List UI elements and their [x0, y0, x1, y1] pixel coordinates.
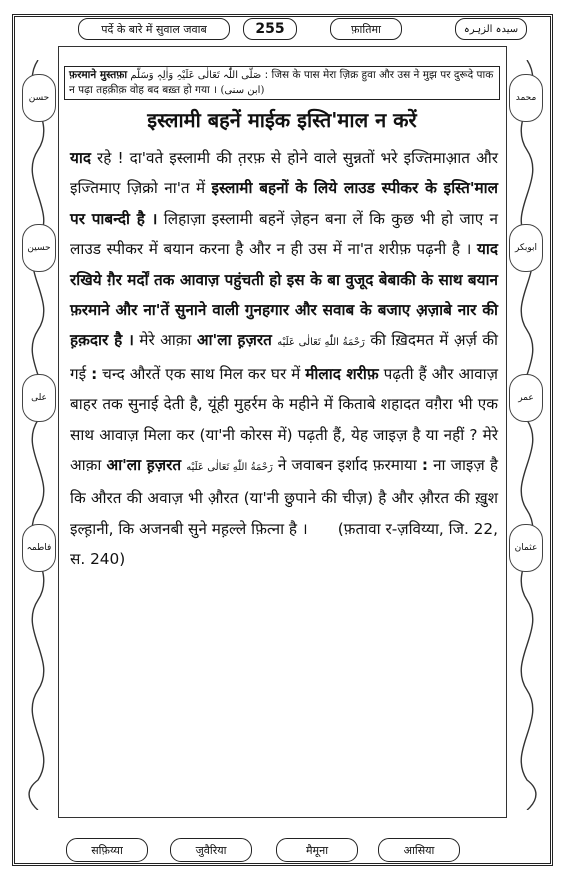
reference: (फ़तावा र-ज़विय्या, जि. 22, स. 240)	[70, 519, 498, 569]
farmaan-label: फ़रमाने मुस्तफ़ा	[69, 69, 128, 81]
body-span: चन्द औरतें एक साथ मिल कर घर में	[97, 364, 306, 383]
farmaan-ref: (ابن سنی)	[220, 85, 265, 96]
left-vine-ornament	[18, 60, 58, 810]
body-span: ने जवाबन इर्शाद फ़रमाया	[272, 456, 422, 475]
ornament-badge: ابوبکر	[509, 224, 543, 272]
ornament-badge: حسن	[22, 74, 56, 122]
page-number: 255	[243, 18, 297, 40]
arabic-rahmat-2: رَحْمَةُ اللّٰهِ تَعَالٰی عَلَیْه	[186, 462, 273, 474]
body-span: पढ़ती हैं और आवाज़ बाहर तक सुनाई देती है, यूंही मुहर्रम के महीने में किताबे शहादत वग़ैरा भी एक साथ आवाज़ मिला कर (या'नी कोरस में) पढ़ती हैं, येह जाइज़ है या नहीं ? मेरे आक़ा	[70, 364, 498, 475]
ornament-badge: محمد	[509, 74, 543, 122]
body-span: लिहाज़ा इस्लामी बहनें ज़ेहन बना लें कि कुछ भी हो जाए न लाउड स्पीकर में बयान करना है और न ही उस में ना'त शरीफ़ पढ़नी है ।	[70, 209, 499, 259]
right-vine-ornament	[507, 60, 547, 810]
footer-label: मैमूना	[276, 838, 358, 862]
footer-label: आसिया	[378, 838, 460, 862]
body-span: याद रखिये ग़ैर मर्दों तक आवाज़ पहुंचती हो इस के बा वुजूद बेबाकी के साथ बयान फ़रमाने और ना'तें सुनाने वाली गुनहगार और सवाब के बजाए अ़ज़ाबे नार की ह़क़दार है ।	[70, 240, 498, 350]
ornament-badge: عثمان	[509, 524, 543, 572]
arabic-rahmat: رَحْمَةُ اللّٰهِ تَعَالٰی عَلَیْه	[277, 337, 365, 349]
footer-label: सफ़िय्या	[66, 838, 148, 862]
body-span: की ख़िदमत में अ़र्ज़ की गई	[70, 331, 498, 383]
body-span: याद	[70, 149, 91, 167]
ornament-badge: فاطمہ	[22, 524, 56, 572]
body-span: मीलाद शरीफ़	[305, 364, 379, 383]
header-corner-label: سیدہ الزہرہ	[455, 18, 527, 40]
header-book-title: पर्दे के बारे में सुवाल जवाब	[78, 18, 230, 40]
ornament-badge: حسین	[22, 224, 56, 272]
body-span: आ'ला ह़ज़रत	[196, 331, 272, 350]
ornament-badge: عمر	[509, 374, 543, 422]
body-span: :	[421, 456, 428, 475]
farmaan-box	[64, 66, 500, 100]
body-span: आ'ला ह़ज़रत	[106, 456, 182, 475]
body-span: :	[91, 364, 98, 383]
body-text	[70, 143, 498, 575]
footer-label: जुवैरिया	[170, 838, 252, 862]
farmaan-text: : जिस के पास मेरा ज़िक्र हुवा और उस ने मुझ पर दुरूदे पाक न पढ़ा तहक़ीक़ वोह बद बख़्त हो गया ।	[69, 69, 494, 96]
body-span: इस्लामी बहनों के लिये लाउड स्पीकर के इस्ति'माल पर पाबन्दी है ।	[70, 179, 498, 228]
farmaan-salawat: صَلَّی اللّٰہ تَعَالٰی عَلَیْہِ وَاٰلِہٖ وَسَلَّم	[130, 70, 262, 81]
body-span: रहे ! दा'वते इस्लामी की त़रफ़ से होने वाले सुन्नतों भरे इज्तिमाआ़त और इज्तिमाए ज़िक्रो ना'त में	[70, 149, 498, 198]
body-span: ना जाइज़ है कि औरत की अवाज़ भी औ़रत (या'नी छुपाने की चीज़) है और औ़रत की ख़ुश इल्ह़ानी, कि अजनबी सुने मह़ल्ले फ़ित्ना है ।	[70, 456, 499, 538]
header-right-label: फ़ातिमा	[330, 18, 402, 40]
page-title: इस्लामी बहनें माईक इस्ति'माल न करें	[147, 108, 417, 132]
body-span: मेरे आक़ा	[133, 331, 197, 350]
ornament-badge: علی	[22, 374, 56, 422]
